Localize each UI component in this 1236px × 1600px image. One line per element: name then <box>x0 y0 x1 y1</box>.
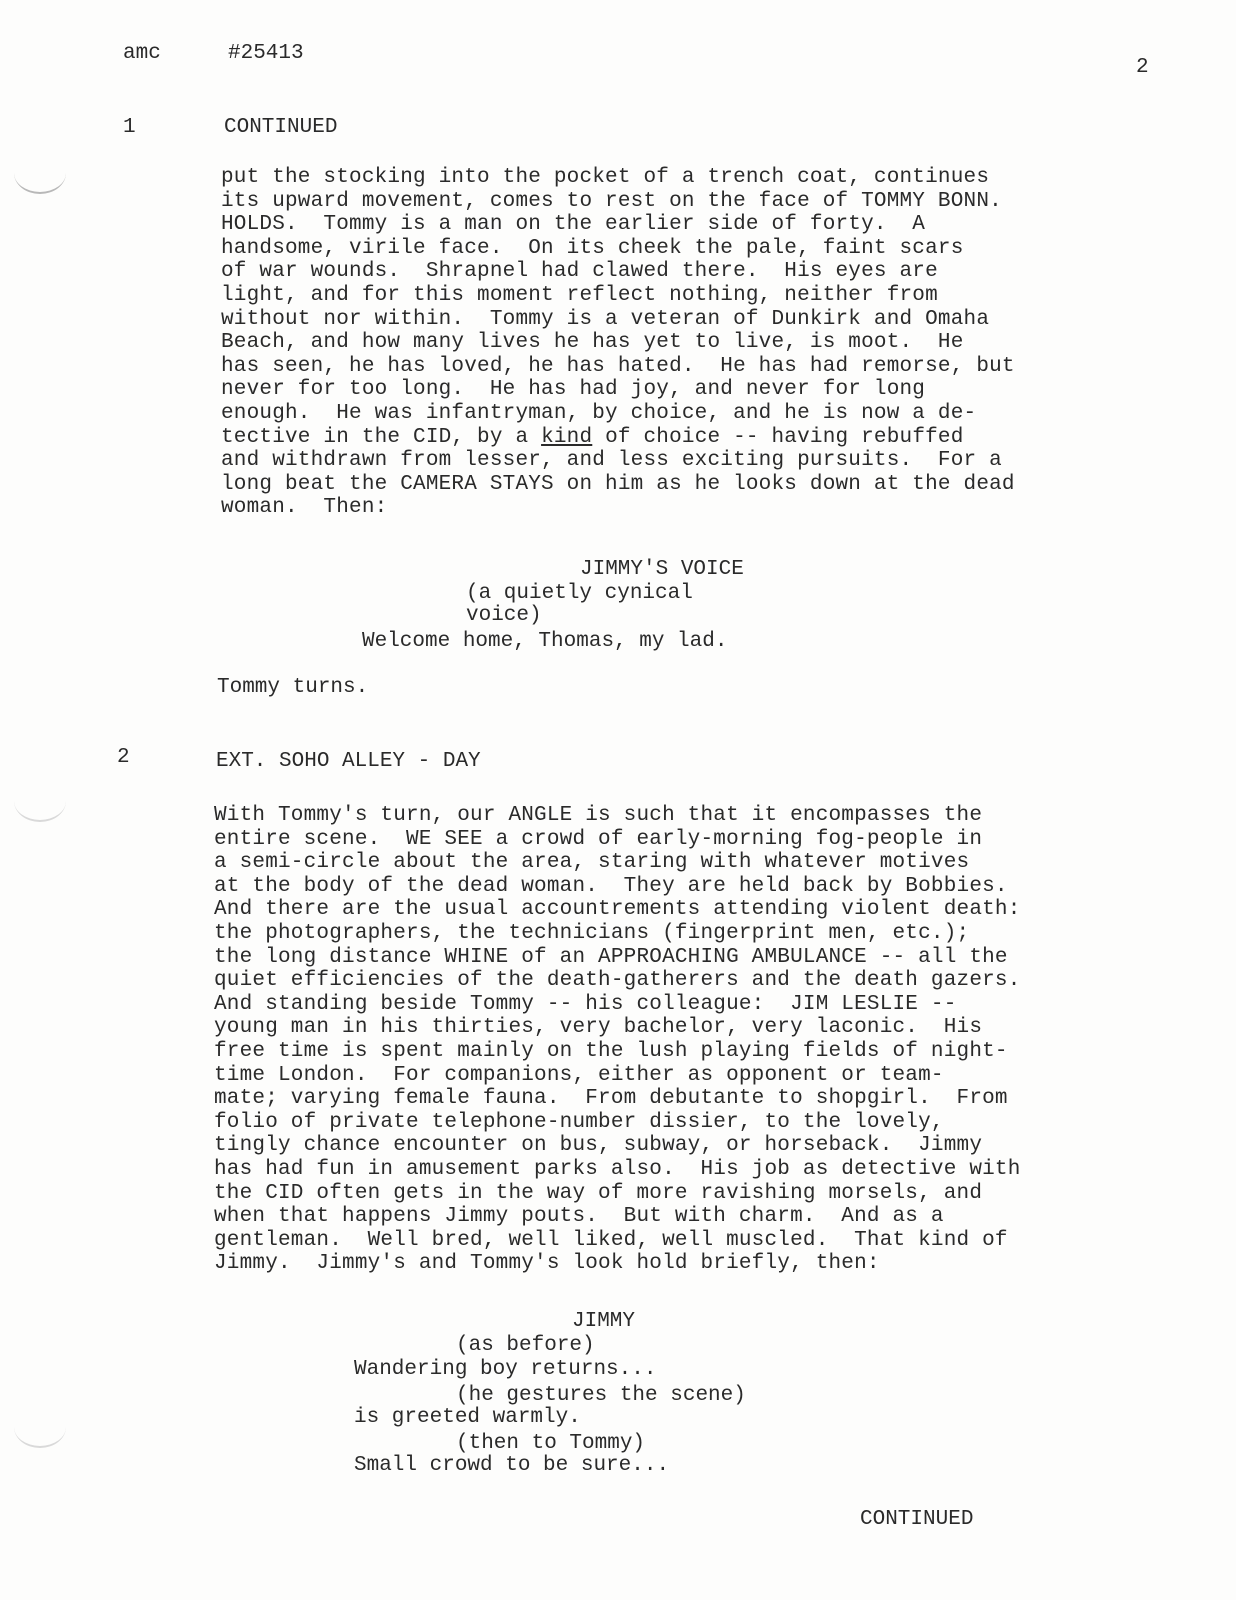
action-text: of choice -- having rebuffed <box>592 425 964 449</box>
character-name: JIMMY'S VOICE <box>580 558 744 581</box>
action-line: tingly chance encounter on bus, subway, or horseback. Jimmy <box>214 1134 983 1158</box>
action-line: Jimmy. Jimmy's and Tommy's look hold briefly, then: <box>214 1252 880 1276</box>
action-line: And there are the usual accountrements attending violent death: <box>214 898 1021 922</box>
action-line: HOLDS. Tommy is a man on the earlier side of forty. A <box>221 213 926 237</box>
action-line: light, and for this moment reflect nothing, neither from <box>221 283 938 307</box>
dialogue-line: Small crowd to be sure... <box>354 1454 670 1477</box>
action-line: the long distance WHINE of an APPROACHING AMBULANCE -- all the <box>214 945 1008 969</box>
page-number: 2 <box>1136 56 1149 79</box>
punch-hole <box>14 780 66 822</box>
action-line: mate; varying female fauna. From debutante to shopgirl. From <box>214 1087 1008 1111</box>
continued-footer: CONTINUED <box>860 1508 974 1531</box>
action-line: without nor within. Tommy is a veteran of Dunkirk and Omaha <box>221 307 990 331</box>
scene-heading: CONTINUED <box>224 116 338 139</box>
punch-hole <box>14 1406 66 1448</box>
action-line: quiet efficiencies of the death-gatherers and the death gazers. <box>214 969 1021 993</box>
underlined-word: kind <box>541 425 593 449</box>
parenthetical: (a quietly cynical <box>466 582 693 605</box>
action-line: long beat the CAMERA STAYS on him as he looks down at the dead <box>221 472 1015 496</box>
action-line: never for too long. He has had joy, and never for long <box>221 378 926 402</box>
action-line: at the body of the dead woman. They are held back by Bobbies. <box>214 874 1008 898</box>
dialogue-line: is greeted warmly. <box>354 1406 581 1429</box>
parenthetical: (then to Tommy) <box>456 1432 646 1455</box>
action-line: time London. For companions, either as opponent or team- <box>214 1063 944 1087</box>
dialogue-line: Wandering boy returns... <box>354 1358 657 1381</box>
action-block <box>221 166 1015 520</box>
parenthetical: (he gestures the scene) <box>456 1384 746 1407</box>
action-line: handsome, virile face. On its cheek the pale, faint scars <box>221 236 964 260</box>
action-line: With Tommy's turn, our ANGLE is such that it encompasses the <box>214 804 983 827</box>
action-line: the photographers, the technicians (fingerprint men, etc.); <box>214 921 970 945</box>
action-line: enough. He was infantryman, by choice, and he is now a de- <box>221 401 977 425</box>
action-line: entire scene. WE SEE a crowd of early-morning fog-people in <box>214 827 983 851</box>
action-line: Beach, and how many lives he has yet to live, is moot. He <box>221 331 964 355</box>
character-name: JIMMY <box>572 1310 636 1333</box>
action-line: young man in his thirties, very bachelor, very laconic. His <box>214 1016 983 1040</box>
punch-hole <box>14 152 66 194</box>
scene-heading: EXT. SOHO ALLEY - DAY <box>216 750 481 773</box>
parenthetical: (as before) <box>456 1334 595 1357</box>
scene-number: 1 <box>123 116 136 139</box>
dialogue-line: Welcome home, Thomas, my lad. <box>362 630 728 653</box>
action-line: gentleman. Well bred, well liked, well muscled. That kind of <box>214 1228 1008 1252</box>
action-line <box>221 426 1015 450</box>
action-line: has seen, he has loved, he has hated. He has had remorse, but <box>221 354 1015 378</box>
action-line: folio of private telephone-number dissier, to the lovely, <box>214 1110 944 1134</box>
action-line: free time is spent mainly on the lush playing fields of night- <box>214 1039 1008 1063</box>
action-line: when that happens Jimmy pouts. But with charm. And as a <box>214 1205 944 1229</box>
action-line: its upward movement, comes to rest on the face of TOMMY BONN. <box>221 189 1002 213</box>
action-line: woman. Then: <box>221 496 388 520</box>
action-text: tective in the CID, by a <box>221 425 542 449</box>
action-line: and withdrawn from lesser, and less exciting pursuits. For a <box>221 449 1002 473</box>
parenthetical: voice) <box>466 604 542 627</box>
action-line: has had fun in amusement parks also. His job as detective with <box>214 1157 1021 1181</box>
action-line: Tommy turns. <box>217 676 369 699</box>
action-line: And standing beside Tommy -- his colleague: JIM LESLIE -- <box>214 992 957 1016</box>
header-initials: amc <box>123 42 161 65</box>
action-line: the CID often gets in the way of more ravishing morsels, and <box>214 1181 983 1205</box>
action-line: put the stocking into the pocket of a trench coat, continues <box>221 166 990 189</box>
scene-number: 2 <box>117 746 130 769</box>
action-block <box>214 804 1021 1276</box>
action-line: a semi-circle about the area, staring with whatever motives <box>214 851 970 875</box>
header-script-number: #25413 <box>228 42 304 65</box>
action-line: of war wounds. Shrapnel had clawed there. His eyes are <box>221 260 938 284</box>
